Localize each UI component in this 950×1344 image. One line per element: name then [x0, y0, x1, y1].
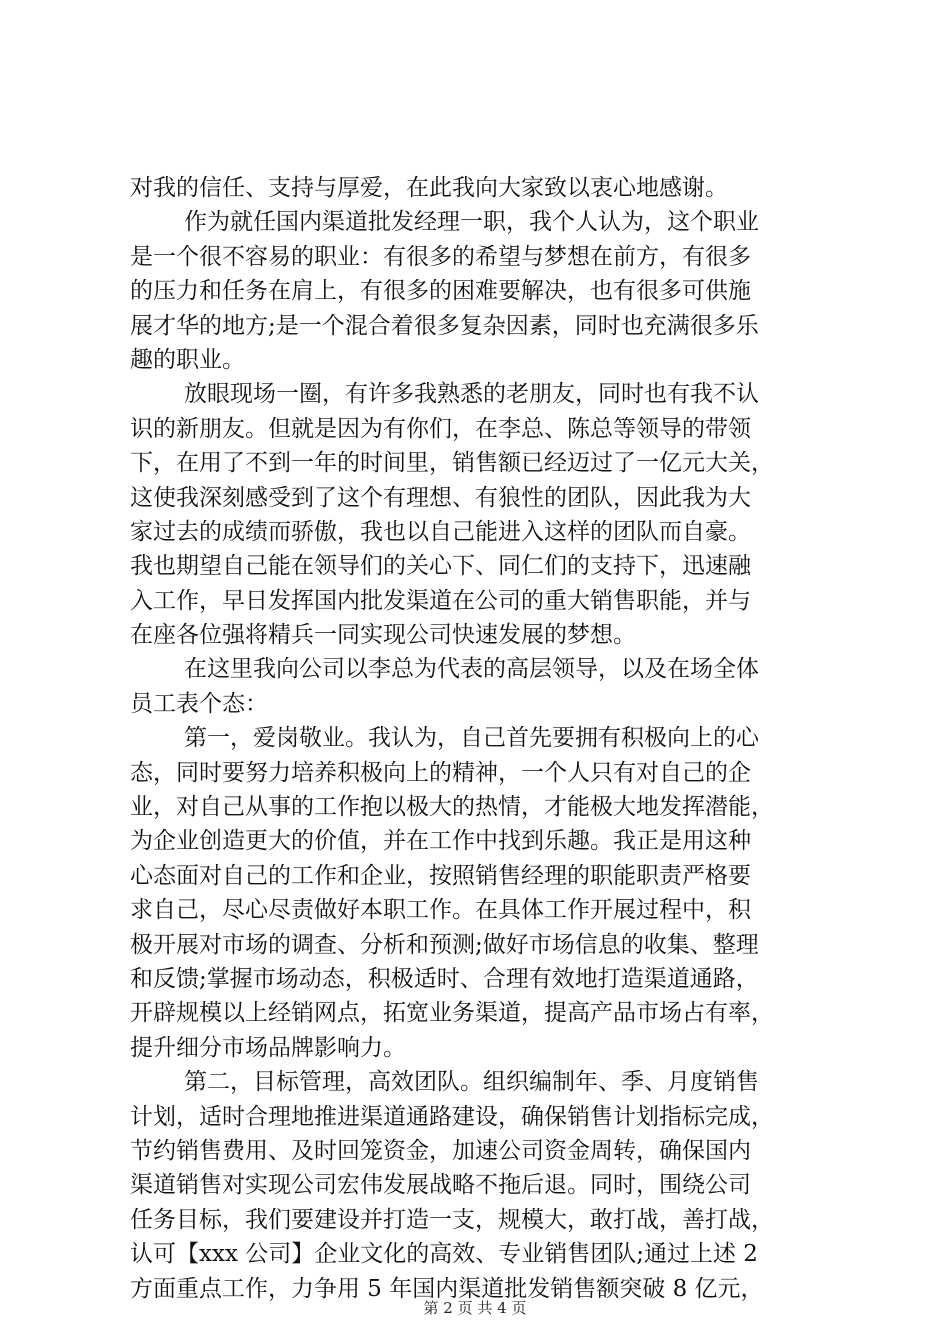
text-line: 放眼现场一圈，有许多我熟悉的老朋友，同时也有我不认 — [184, 381, 759, 408]
text-line: 第一，爱岗敬业。我认为，自己首先要拥有积极向上的心 — [184, 725, 759, 752]
text-line: 心态面对自己的工作和企业，按照销售经理的职能职责严格要 — [130, 862, 751, 889]
text-line: 趣的职业。 — [130, 346, 245, 373]
text-line: 这使我深刻感受到了这个有理想、有狼性的团队，因此我为大 — [130, 484, 751, 511]
text-line: 第二，目标管理，高效团队。组织编制年、季、月度销售 — [184, 1069, 759, 1096]
text-line: 在座各位强将精兵一同实现公司快速发展的梦想。 — [130, 622, 636, 649]
text-line: 下，在用了不到一年的时间里，销售额已经迈过了一亿元大关， — [130, 450, 774, 477]
text-line: 求自己，尽心尽责做好本职工作。在具体工作开展过程中，积 — [130, 897, 751, 924]
text-line: 提升细分市场品牌影响力。 — [130, 1034, 406, 1061]
text-line: 认可【xxx 公司】企业文化的高效、专业销售团队;通过上述 2 — [130, 1241, 758, 1268]
text-line: 家过去的成绩而骄傲，我也以自己能进入这样的团队而自豪。 — [130, 518, 751, 545]
text-line: 方面重点工作，力争用 5 年国内渠道批发销售额突破 8 亿元， — [130, 1275, 764, 1302]
text-line: 的压力和任务在肩上，有很多的困难要解决，也有很多可供施 — [130, 278, 751, 305]
text-line: 极开展对市场的调查、分析和预测;做好市场信息的收集、整理 — [130, 931, 759, 958]
text-line: 在这里我向公司以李总为代表的高层领导，以及在场全体 — [184, 656, 759, 683]
page-footer: 第 2 页 共 4 页 — [423, 1299, 527, 1317]
text-line: 节约销售费用、及时回笼资金，加速公司资金周转，确保国内 — [130, 1137, 751, 1164]
text-line: 识的新朋友。但就是因为有你们，在李总、陈总等领导的带领 — [130, 415, 751, 442]
text-line: 渠道销售对实现公司宏伟发展战略不拖后退。同时，围绕公司 — [130, 1172, 751, 1199]
text-line: 作为就任国内渠道批发经理一职，我个人认为，这个职业 — [184, 209, 759, 236]
text-line: 为企业创造更大的价值，并在工作中找到乐趣。我正是用这种 — [130, 828, 751, 855]
text-line: 业，对自己从事的工作抱以极大的热情，才能极大地发挥潜能， — [130, 794, 774, 821]
text-line: 和反馈;掌握市场动态，积极适时、合理有效地打造渠道通路， — [130, 965, 759, 992]
text-line: 计划，适时合理地推进渠道通路建设，确保销售计划指标完成， — [130, 1103, 774, 1130]
text-line: 展才华的地方;是一个混合着很多复杂因素，同时也充满很多乐 — [130, 312, 759, 339]
document-body — [130, 171, 830, 1306]
text-line: 开辟规模以上经销网点，拓宽业务渠道，提高产品市场占有率， — [130, 1000, 774, 1027]
text-line: 我也期望自己能在领导们的关心下、同仁们的支持下，迅速融 — [130, 553, 751, 580]
text-line: 对我的信任、支持与厚爱，在此我向大家致以衷心地感谢。 — [130, 175, 728, 201]
text-line: 态，同时要努力培养积极向上的精神，一个人只有对自己的企 — [130, 759, 751, 786]
text-line: 任务目标，我们要建设并打造一支，规模大，敢打战，善打战， — [130, 1206, 774, 1233]
text-line: 入工作，早日发挥国内批发渠道在公司的重大销售职能，并与 — [130, 587, 751, 614]
text-line: 是一个很不容易的职业：有很多的希望与梦想在前方，有很多 — [130, 243, 751, 270]
text-line: 员工表个态： — [130, 690, 268, 717]
